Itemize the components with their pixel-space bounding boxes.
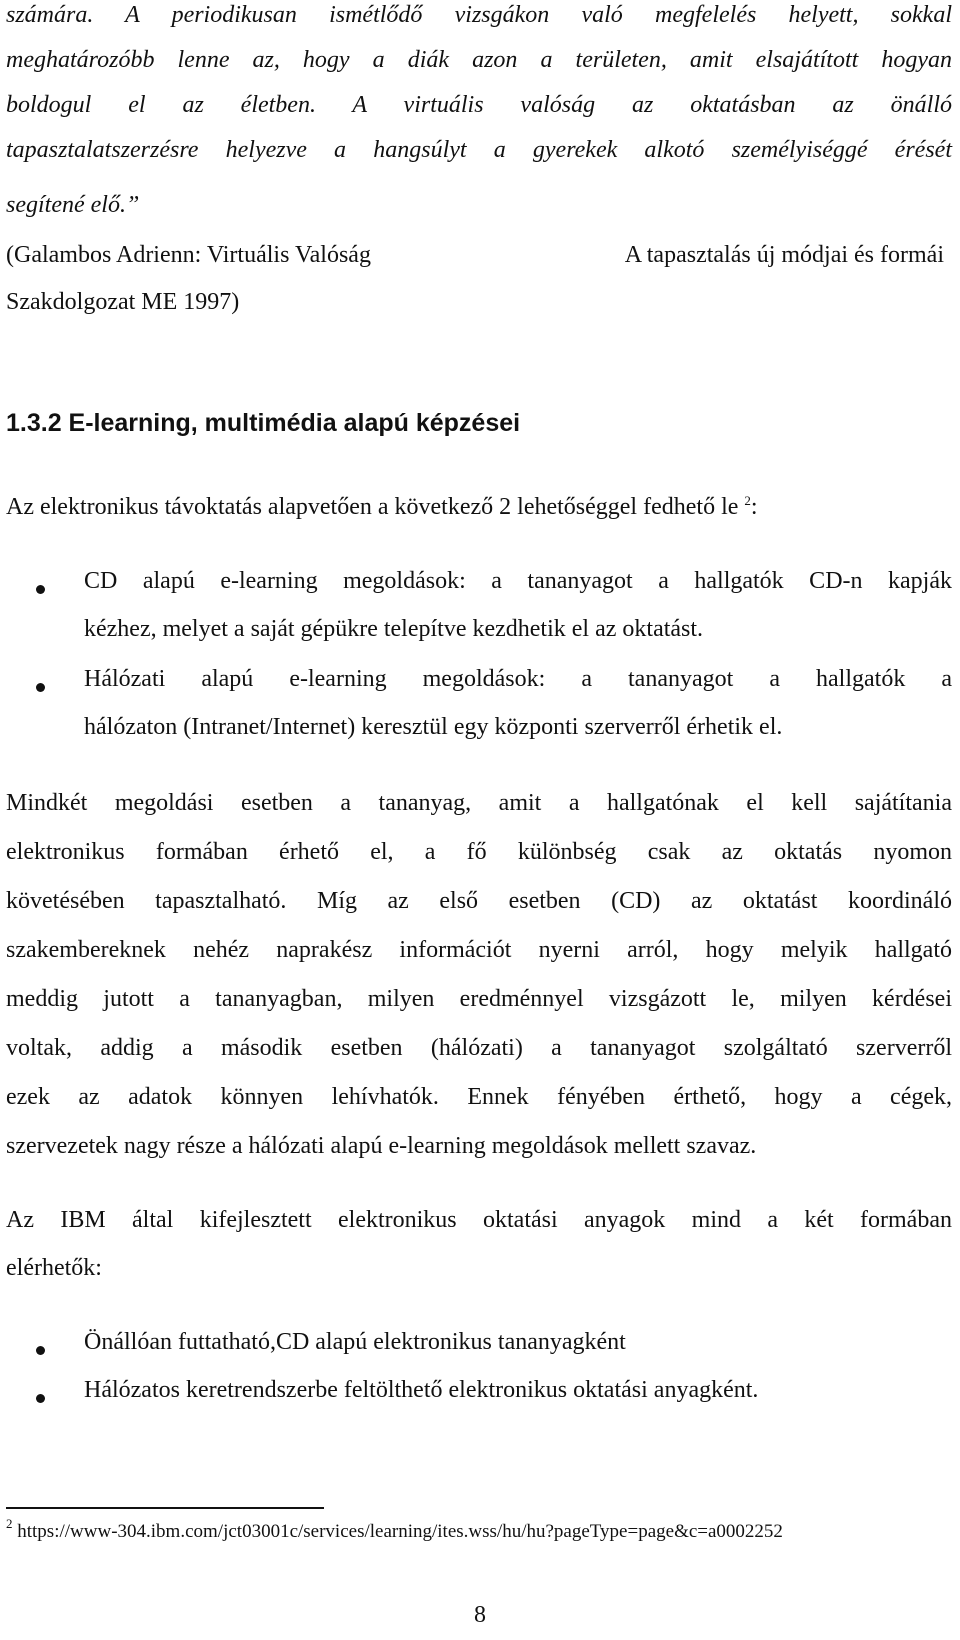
paragraph-line: meddig jutott a tananyagban, milyen eredménnyel vizsgázott le, milyen kérdései <box>6 986 952 1012</box>
citation-author-title: (Galambos Adrienn: Virtuális Valóság <box>6 242 371 268</box>
list-item-line: hálózaton (Intranet/Internet) keresztül egy központi szerverről érhetik el. <box>84 714 783 740</box>
paragraph-line: szervezetek nagy része a hálózati alapú e-learning megoldások mellett szavaz. <box>6 1133 757 1159</box>
page-number: 8 <box>474 1602 486 1628</box>
section-heading: 1.3.2 E-learning, multimédia alapú képzései <box>6 409 521 437</box>
intro-suffix: : <box>750 494 758 520</box>
paragraph-line: elektronikus formában érhető el, a fő különbség csak az oktatás nyomon <box>6 839 952 865</box>
citation-subtitle: A tapasztalás új módjai és formái <box>624 242 944 268</box>
footnote-number: 2 <box>6 1516 13 1531</box>
intro-text: Az elektronikus távoktatás alapvetően a következő 2 lehetőséggel fedhető le <box>6 494 739 520</box>
bullet-icon <box>36 683 45 692</box>
list-item-line: Önállóan futtatható,CD alapú elektronikus tananyagként <box>84 1329 626 1355</box>
paragraph-line: Az IBM által kifejlesztett elektronikus oktatási anyagok mind a két formában <box>6 1207 952 1233</box>
list-item-line: CD alapú e-learning megoldások: a tananyagot a hallgatók CD-n kapják <box>84 568 952 594</box>
citation-line <box>6 240 952 270</box>
quote-line: segítené elő.” <box>6 192 140 218</box>
footnote-divider <box>6 1507 324 1509</box>
paragraph-line: elérhetők: <box>6 1255 102 1281</box>
footnote-reference: 2 <box>744 493 751 508</box>
paragraph-line: szakembereknek nehéz naprakész információt nyerni arról, hogy melyik hallgató <box>6 937 952 963</box>
list-item-line: kézhez, melyet a saját gépükre telepítve kezdhetik el az oktatást. <box>84 616 704 642</box>
quote-line: boldogul el az életben. A virtuális valóság az oktatásban az önálló <box>6 92 952 118</box>
paragraph-line: voltak, addig a második esetben (hálózati) a tananyagot szolgáltató szerverről <box>6 1035 952 1061</box>
bullet-icon <box>36 585 45 594</box>
paragraph-line: Mindkét megoldási esetben a tananyag, amit a hallgatónak el kell sajátítania <box>6 790 952 816</box>
quote-line: számára. A periodikusan ismétlődő vizsgákon való megfelelés helyett, sokkal <box>6 2 952 28</box>
paragraph-line: ezek az adatok könnyen lehívhatók. Ennek fényében érthető, hogy a cégek, <box>6 1084 952 1110</box>
list-item-line: Hálózati alapú e-learning megoldások: a tananyagot a hallgatók a <box>84 666 952 692</box>
bullet-icon <box>36 1394 45 1403</box>
bullet-icon <box>36 1346 45 1355</box>
quote-line: tapasztalatszerzésre helyezve a hangsúlyt a gyerekek alkotó személyiséggé érését <box>6 137 952 163</box>
footnote-link[interactable]: https://www-304.ibm.com/jct03001c/services/learning/ites.wss/hu/hu?pageType=page&c=a0002252 <box>17 1521 783 1542</box>
quote-line: meghatározóbb lenne az, hogy a diák azon a területen, amit elsajátított hogyan <box>6 47 952 73</box>
paragraph-line: követésében tapasztalható. Míg az első esetben (CD) az oktatást koordináló <box>6 888 952 914</box>
list-item-line: Hálózatos keretrendszerbe feltölthető elektronikus oktatási anyagként. <box>84 1377 759 1403</box>
citation-line: Szakdolgozat ME 1997) <box>6 289 240 315</box>
intro-paragraph <box>6 492 952 522</box>
footnote <box>6 1516 783 1544</box>
